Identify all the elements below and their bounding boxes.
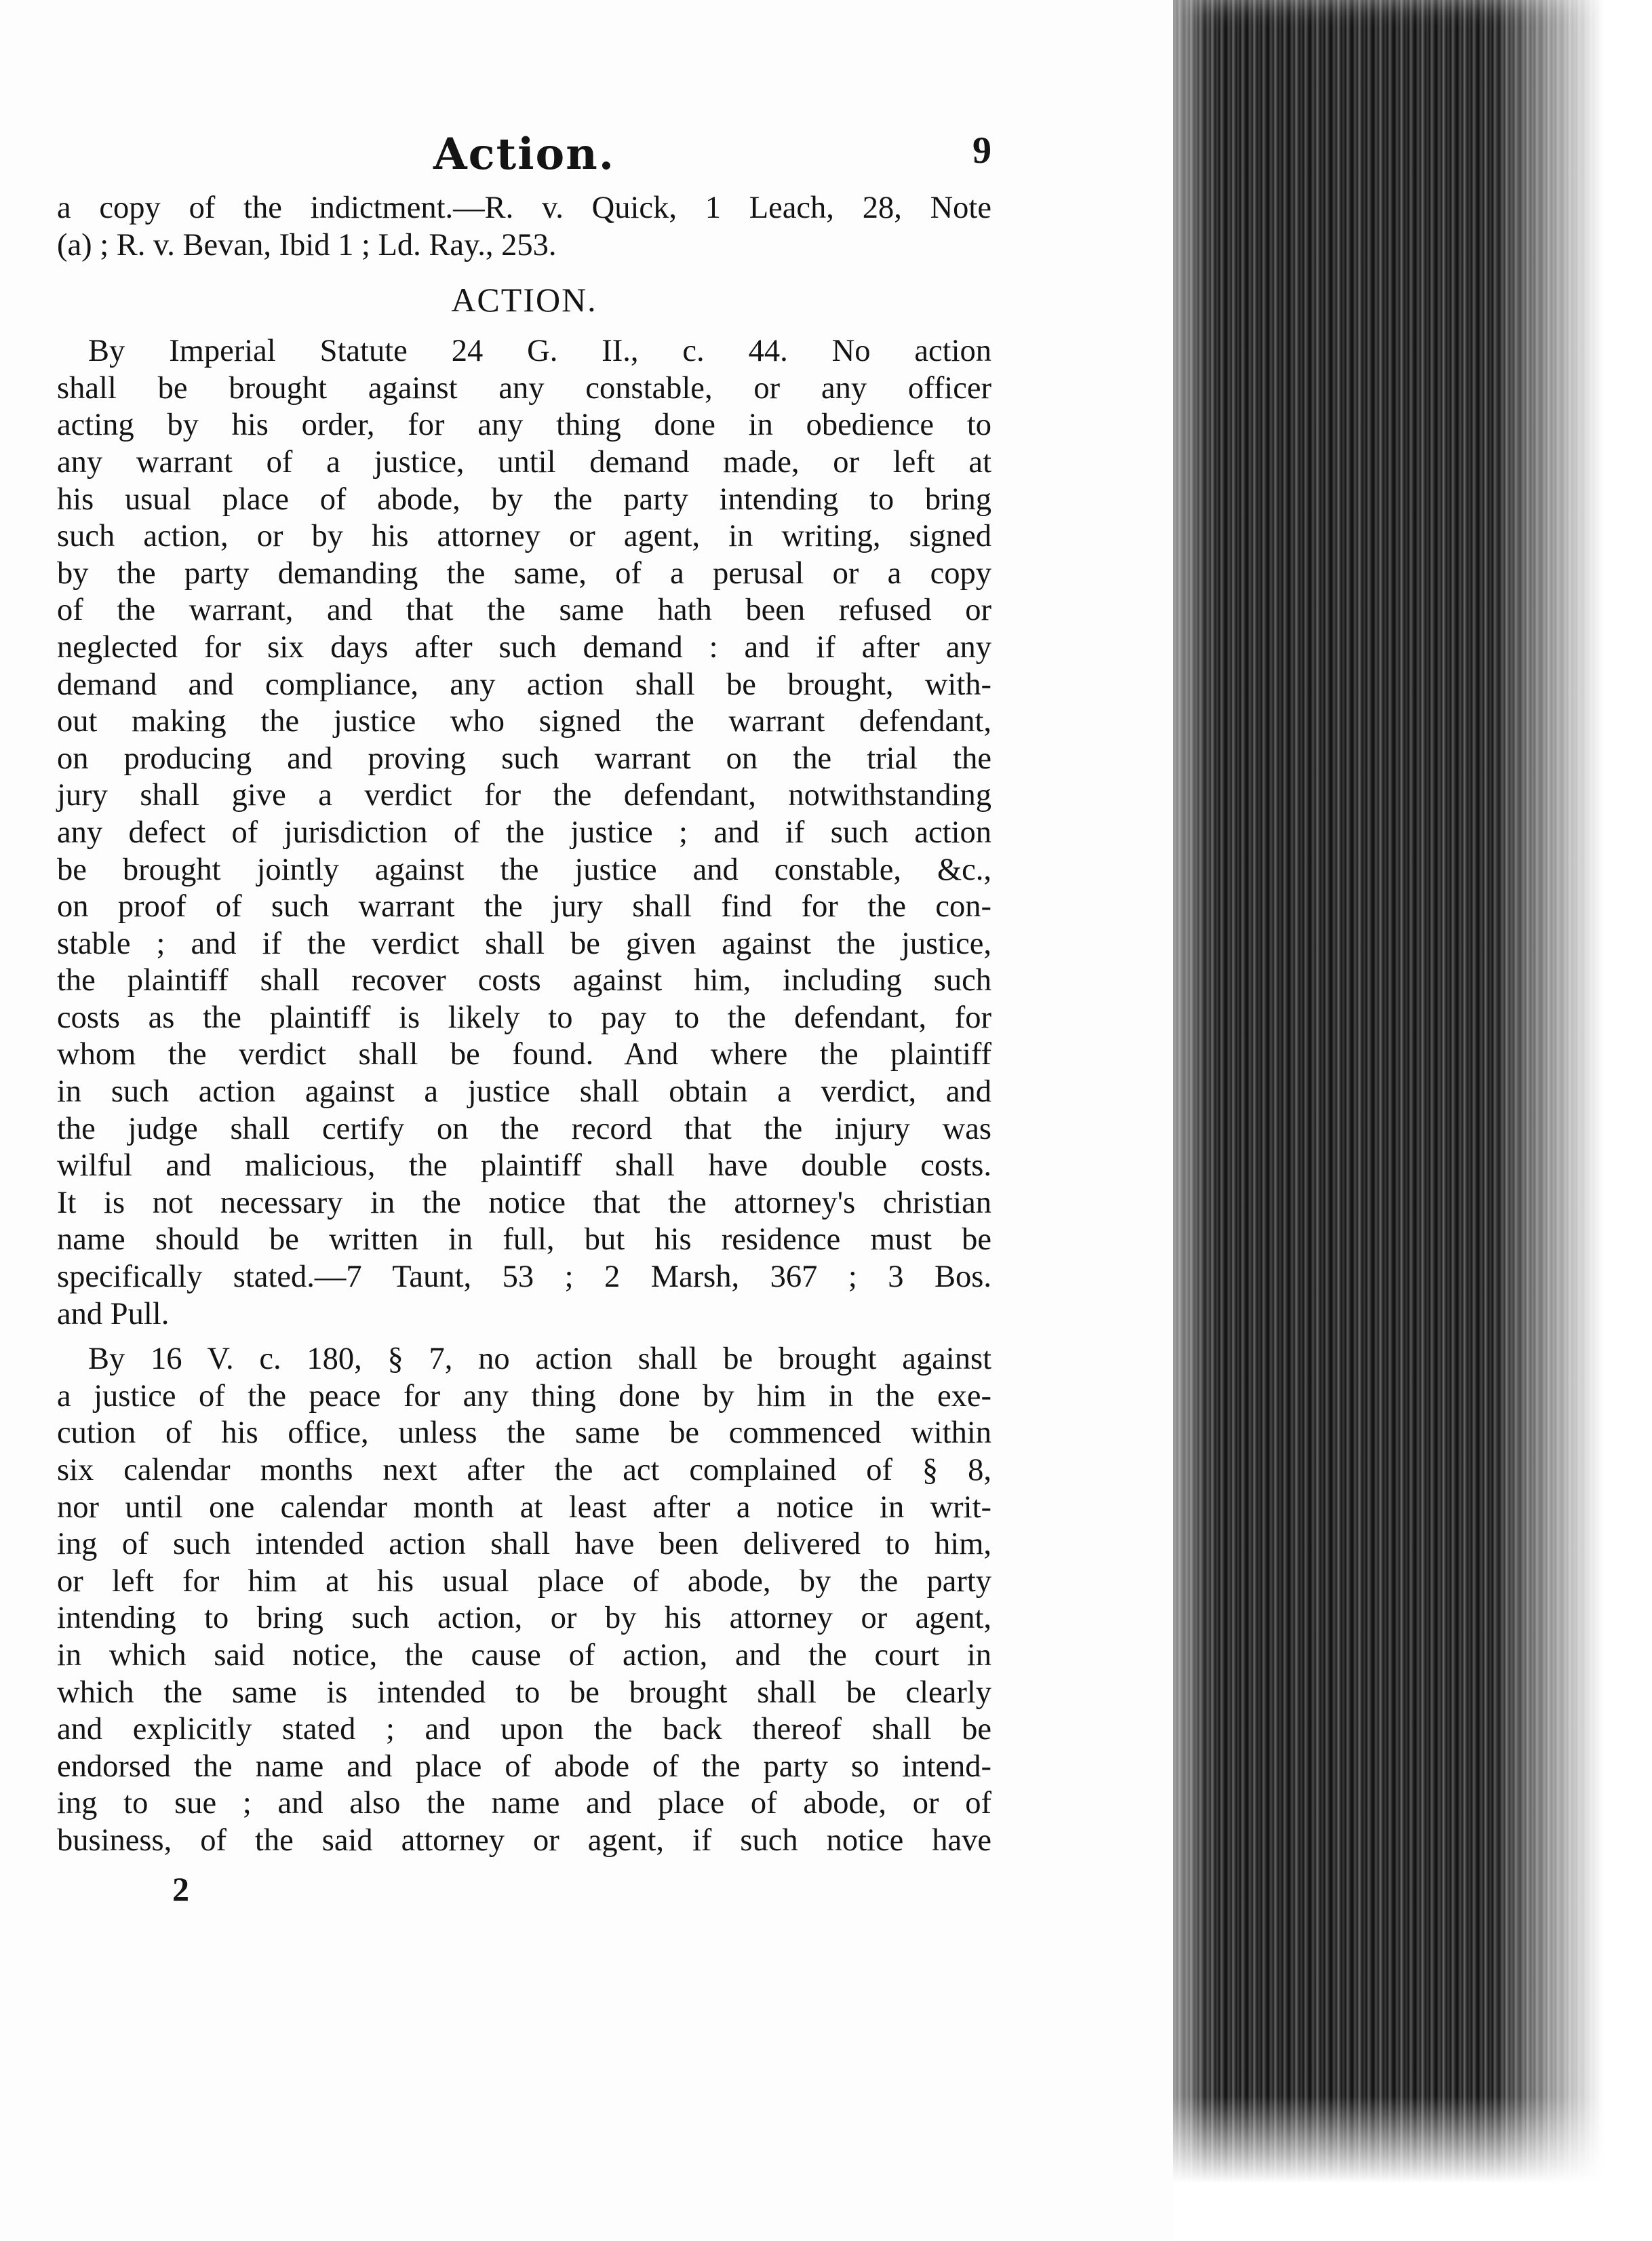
text-line: shall be brought against any constable, or any officer <box>57 370 991 406</box>
text-line: demand and compliance, any action shall be brought, with- <box>57 667 991 702</box>
intro-paragraph <box>57 190 991 264</box>
text-line: which the same is intended to be brought shall be clearly <box>57 1675 991 1710</box>
paragraph-statute-24-g-ii <box>57 333 991 1333</box>
text-line: whom the verdict shall be found. And where the plaintiff <box>57 1037 991 1072</box>
text-block <box>57 129 991 1909</box>
text-line: a justice of the peace for any thing done by him in the exe- <box>57 1378 991 1414</box>
text-line: ing of such intended action shall have been delivered to him, <box>57 1527 991 1562</box>
text-line: It is not necessary in the notice that the attorney's christian <box>57 1185 991 1220</box>
text-line: on proof of such warrant the jury shall find for the con- <box>57 889 991 924</box>
book-edge-fade <box>1492 0 1652 2241</box>
text-line: acting by his order, for any thing done in obedience to <box>57 408 991 443</box>
text-line: name should be written in full, but his residence must be <box>57 1222 991 1258</box>
page-number: 9 <box>972 130 991 172</box>
text-line: wilful and malicious, the plaintiff shall have double costs. <box>57 1148 991 1184</box>
text-line: stable ; and if the verdict shall be given against the justice, <box>57 926 991 961</box>
text-line: a copy of the indictment.—R. v. Quick, 1 Leach, 28, Note <box>57 191 991 225</box>
text-line: business, of the said attorney or agent, if such notice have <box>57 1823 991 1858</box>
text-line: endorsed the name and place of abode of the party so intend- <box>57 1749 991 1784</box>
text-line: neglected for six days after such demand : and if after any <box>57 629 991 665</box>
text-line: six calendar months next after the act complained of § 8, <box>57 1453 991 1487</box>
signature-mark: 2 <box>172 1869 189 1908</box>
text-line: be brought jointly against the justice and constable, &c., <box>57 852 991 887</box>
text-line: of the warrant, and that the same hath been refused or <box>57 593 991 628</box>
text-line: or left for him at his usual place of abode, by the party <box>57 1563 991 1599</box>
text-line: in such action against a justice shall obtain a verdict, and <box>57 1074 991 1110</box>
section-title: ACTION. <box>451 281 597 319</box>
text-line: specifically stated.—7 Taunt, 53 ; 2 Marsh, 367 ; 3 Bos. <box>57 1260 991 1295</box>
paragraph-16-v-c-180 <box>57 1341 991 1859</box>
text-line: intending to bring such action, or by his attorney or agent, <box>57 1601 991 1636</box>
text-line: the judge shall certify on the record that the injury was <box>57 1111 991 1146</box>
text-line: on producing and proving such warrant on the trial the <box>57 741 991 776</box>
running-head: Action. <box>433 129 615 180</box>
text-line: By 16 V. c. 180, § 7, no action shall be brought against <box>88 1342 991 1377</box>
text-line: and Pull. <box>57 1296 170 1331</box>
text-line: such action, or by his attorney or agent, in writing, signed <box>57 519 991 554</box>
text-line: By Imperial Statute 24 G. II., c. 44. No action <box>88 334 991 369</box>
text-line: ing to sue ; and also the name and place of abode, or of <box>57 1786 991 1821</box>
text-line: by the party demanding the same, of a perusal or a copy <box>57 556 991 591</box>
page-header <box>57 129 991 190</box>
text-line: the plaintiff shall recover costs against him, including such <box>57 963 991 998</box>
text-line: and explicitly stated ; and upon the back thereof shall be <box>57 1712 991 1747</box>
text-line: cution of his office, unless the same be commenced within <box>57 1416 991 1451</box>
text-line: (a) ; R. v. Bevan, Ibid 1 ; Ld. Ray., 253. <box>57 227 557 262</box>
paragraph-spacer <box>57 1333 991 1341</box>
text-line: his usual place of abode, by the party intending to bring <box>57 482 991 517</box>
text-line: out making the justice who signed the warrant defendant, <box>57 704 991 739</box>
text-line: any defect of jurisdiction of the justice ; and if such action <box>57 815 991 850</box>
text-line: costs as the plaintiff is likely to pay to the defendant, for <box>57 1000 991 1035</box>
text-line: in which said notice, the cause of action, and the court in <box>57 1637 991 1673</box>
text-line: nor until one calendar month at least after a notice in writ- <box>57 1489 991 1525</box>
book-edge-bottom-fade <box>1173 2096 1652 2241</box>
text-line: any warrant of a justice, until demand made, or left at <box>57 444 991 480</box>
text-line: jury shall give a verdict for the defendant, notwithstanding <box>57 778 991 813</box>
